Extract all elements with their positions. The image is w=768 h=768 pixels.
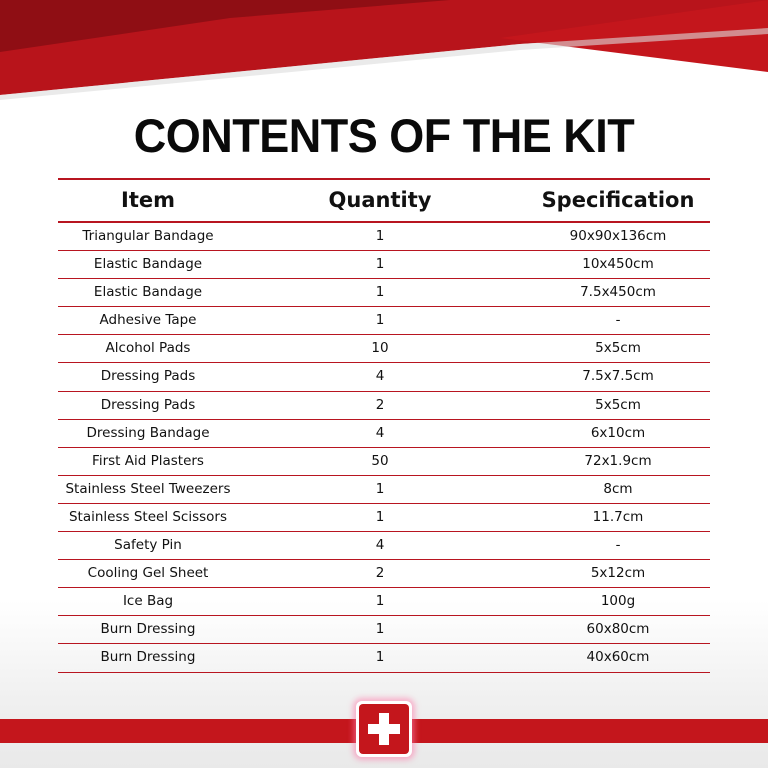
row-specification-cell: 72x1.9cm — [584, 452, 652, 469]
table-row — [58, 616, 710, 644]
row-quantity-cell: 1 — [375, 621, 385, 638]
header-item: Item — [121, 188, 175, 212]
row-specification-cell: 7.5x450cm — [580, 284, 656, 301]
row-specification-cell: 7.5x7.5cm — [582, 368, 654, 385]
header-specification: Specification — [541, 188, 695, 212]
table-row — [58, 335, 710, 363]
medical-cross-icon — [359, 704, 409, 754]
row-quantity-cell: 2 — [375, 565, 385, 582]
header-quantity: Quantity — [328, 188, 432, 212]
row-quantity-cell: 1 — [375, 284, 385, 301]
row-item-cell: Burn Dressing — [100, 621, 196, 638]
row-item-cell: Ice Bag — [122, 593, 174, 610]
row-quantity-cell: 10 — [371, 340, 389, 357]
row-quantity-cell: 1 — [375, 228, 385, 244]
table-body — [58, 223, 710, 673]
row-quantity-cell: 1 — [375, 256, 385, 273]
row-item-cell: Dressing Bandage — [86, 424, 210, 441]
row-item-cell: Stainless Steel Tweezers — [65, 480, 231, 497]
row-item-cell: Dressing Pads — [100, 396, 196, 413]
table-row — [58, 532, 710, 560]
row-item-cell: Adhesive Tape — [99, 312, 197, 329]
contents-table — [58, 178, 710, 673]
row-quantity-cell: 4 — [375, 424, 385, 441]
table-row — [58, 279, 710, 307]
row-item-cell: First Aid Plasters — [92, 452, 204, 469]
row-item-cell: Triangular Bandage — [82, 228, 214, 244]
table-row — [58, 476, 710, 504]
row-quantity-cell: 4 — [375, 368, 385, 385]
row-item-cell: Elastic Bandage — [93, 256, 203, 273]
table-row — [58, 504, 710, 532]
table-row — [58, 251, 710, 279]
row-item-cell: Safety Pin — [114, 537, 182, 554]
row-quantity-cell: 1 — [375, 593, 385, 610]
row-specification-cell: 5x5cm — [595, 396, 641, 413]
row-specification-cell: 5x5cm — [595, 340, 641, 357]
table-row — [58, 448, 710, 476]
row-item-cell: Stainless Steel Scissors — [68, 508, 228, 525]
row-specification-cell: 90x90x136cm — [569, 228, 667, 244]
row-specification-cell: 8cm — [603, 480, 633, 497]
table-row — [58, 363, 710, 391]
table-row — [58, 420, 710, 448]
row-quantity-cell: 1 — [375, 508, 385, 525]
row-quantity-cell: 1 — [375, 649, 385, 666]
table-row — [58, 307, 710, 335]
table-row — [58, 223, 710, 251]
row-quantity-cell: 50 — [371, 452, 389, 469]
row-item-cell: Alcohol Pads — [105, 340, 191, 357]
row-specification-cell: 11.7cm — [592, 508, 644, 525]
row-specification-cell: 40x60cm — [586, 649, 650, 666]
row-quantity-cell: 1 — [375, 480, 385, 497]
row-quantity-cell: 4 — [375, 537, 385, 554]
table-row — [58, 392, 710, 420]
row-specification-cell: - — [615, 312, 621, 329]
table-row — [58, 644, 710, 672]
row-specification-cell: 100g — [600, 593, 636, 610]
row-specification-cell: 5x12cm — [590, 565, 646, 582]
top-red-banner — [0, 0, 768, 110]
row-item-cell: Burn Dressing — [100, 649, 196, 666]
table-row — [58, 560, 710, 588]
page-title: CONTENTS OF THE KIT — [133, 108, 635, 163]
row-quantity-cell: 2 — [375, 396, 385, 413]
row-item-cell: Cooling Gel Sheet — [87, 565, 209, 582]
row-item-cell: Elastic Bandage — [93, 284, 203, 301]
medical-cross-badge — [356, 701, 412, 757]
row-specification-cell: 10x450cm — [582, 256, 654, 273]
row-specification-cell: 6x10cm — [590, 424, 646, 441]
row-quantity-cell: 1 — [375, 312, 385, 329]
table-row — [58, 588, 710, 616]
row-specification-cell: 60x80cm — [586, 621, 650, 638]
row-specification-cell: - — [615, 537, 621, 554]
row-item-cell: Dressing Pads — [100, 368, 196, 385]
table-header-row — [58, 178, 710, 223]
